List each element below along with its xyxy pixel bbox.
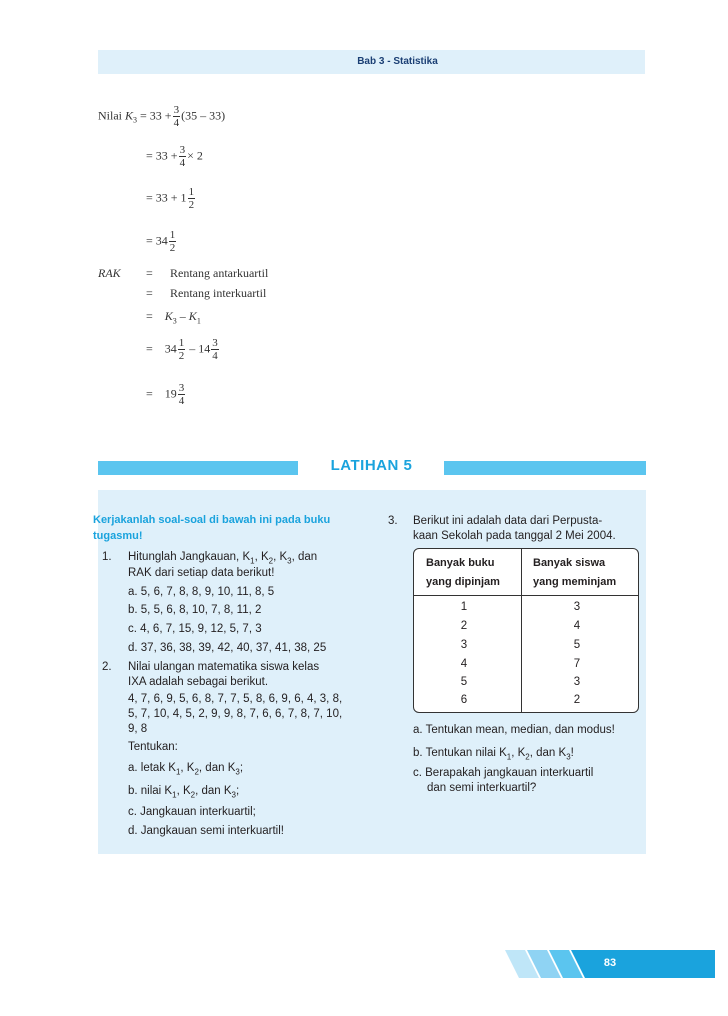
q2-tentukan: Tentukan: [128, 741, 178, 753]
rak-label: RAK [98, 266, 121, 280]
q2-data-3: 9, 8 [128, 723, 148, 735]
q2-data-2: 5, 7, 10, 4, 5, 2, 9, 9, 8, 7, 6, 6, 7, 8, 7, 10, [128, 708, 343, 720]
q2-item-a: a. letak $K_1$, $K_2$, dan $K_3$; [128, 762, 244, 777]
rak-def-2: Rentang interkuartil [170, 286, 267, 300]
q3-number: 3. [388, 515, 398, 527]
table-cell-students: 5 [573, 639, 581, 651]
table-cell-books: 4 [460, 658, 468, 670]
chapter-header [98, 50, 645, 74]
calc-line-4: = 34 $\frac{1}{2}$ [146, 229, 176, 254]
q1-item-c: c. 4, 6, 7, 15, 9, 12, 5, 7, 3 [128, 623, 262, 635]
table-cell-students: 3 [573, 601, 581, 613]
page-number: 83 [603, 957, 617, 969]
q3-item-b: b. Tentukan nilai $K_1$, $K_2$, dan $K_3$! [413, 747, 574, 762]
q1-item-d: d. 37, 36, 38, 39, 42, 40, 37, 41, 38, 25 [128, 642, 327, 654]
calc-line-2: = 33 + $\frac{3}{4}$ × 2 [146, 144, 203, 169]
q2-item-c: c. Jangkauan interkuartil; [128, 806, 256, 818]
q3-item-c-2: dan semi interkuartil? [427, 782, 537, 794]
q1-line-1: Hitunglah Jangkauan, $K_1$, $K_2$, $K_3$, dan [128, 551, 318, 566]
rak-line-3: = $K_3 - K_1$ [146, 309, 201, 326]
table-header-books-2: yang dipinjam [426, 576, 500, 588]
q3-item-a: a. Tentukan mean, median, dan modus! [413, 724, 615, 736]
table-cell-students: 4 [573, 620, 581, 632]
table-header-students-2: yang meminjam [533, 576, 617, 588]
table-cell-students: 2 [573, 694, 581, 706]
table-header-books-1: Banyak buku [426, 557, 495, 569]
rak-line-4: = 34 $\frac{1}{2}$ – 14 $\frac{3}{4}$ [146, 337, 218, 362]
table-cell-books: 3 [460, 639, 468, 651]
table-cell-students: 7 [573, 658, 581, 670]
table-cell-books: 2 [460, 620, 468, 632]
q3-line-1: Berikut ini adalah data dari Perpusta- [413, 515, 603, 527]
q1-item-b: b. 5, 5, 6, 8, 10, 7, 8, 11, 2 [128, 604, 262, 616]
q3-line-2: kaan Sekolah pada tanggal 2 Mei 2004. [413, 530, 616, 542]
table-cell-books: 6 [460, 694, 468, 706]
calc-line-1: Nilai $K_3 = 33$ + $\frac{3}{4}$ (35 – 33) [98, 104, 226, 129]
q1-item-a: a. 5, 6, 7, 8, 8, 9, 10, 11, 8, 5 [128, 586, 275, 598]
q1-number: 1. [102, 551, 112, 563]
calc-line-3: = 33 + 1 $\frac{1}{2}$ [146, 186, 195, 211]
title-bar-right [444, 461, 646, 475]
q2-line-1: Nilai ulangan matematika siswa kelas [128, 661, 320, 673]
data-table [413, 548, 639, 713]
table-header-students-1: Banyak siswa [533, 557, 606, 569]
q2-number: 2. [102, 661, 112, 673]
q2-item-b: b. nilai $K_1$, $K_2$, dan $K_3$; [128, 785, 240, 800]
table-cell-books: 1 [460, 601, 468, 613]
instructions-line-2: tugasmu! [93, 530, 143, 542]
rak-eq-2: = [146, 286, 153, 300]
rak-eq-1: = [146, 266, 153, 280]
q2-data-1: 4, 7, 6, 9, 5, 6, 8, 7, 7, 5, 8, 6, 9, 6, 4, 3, 8, [128, 693, 343, 705]
q3-item-c-1: c. Berapakah jangkauan interkuartil [413, 767, 594, 779]
title-bar-left [98, 461, 298, 475]
table-divider-horizontal [414, 595, 638, 596]
rak-line-5: = 19 $\frac{3}{4}$ [146, 382, 185, 407]
q2-line-2: IXA adalah sebagai berikut. [128, 676, 269, 688]
tab-body [571, 950, 715, 978]
instructions-line-1: Kerjakanlah soal-soal di bawah ini pada buku [93, 514, 331, 526]
table-cell-books: 5 [460, 676, 468, 688]
rak-def-1: Rentang antarkuartil [170, 266, 269, 280]
exercise-title: LATIHAN 5 [330, 457, 413, 474]
q1-line-2: RAK dari setiap data berikut! [128, 567, 275, 579]
table-divider-vertical [521, 549, 522, 712]
chapter-title: Bab 3 - Statistika [357, 56, 438, 67]
table-cell-students: 3 [573, 676, 581, 688]
q2-item-d: d. Jangkauan semi interkuartil! [128, 825, 284, 837]
